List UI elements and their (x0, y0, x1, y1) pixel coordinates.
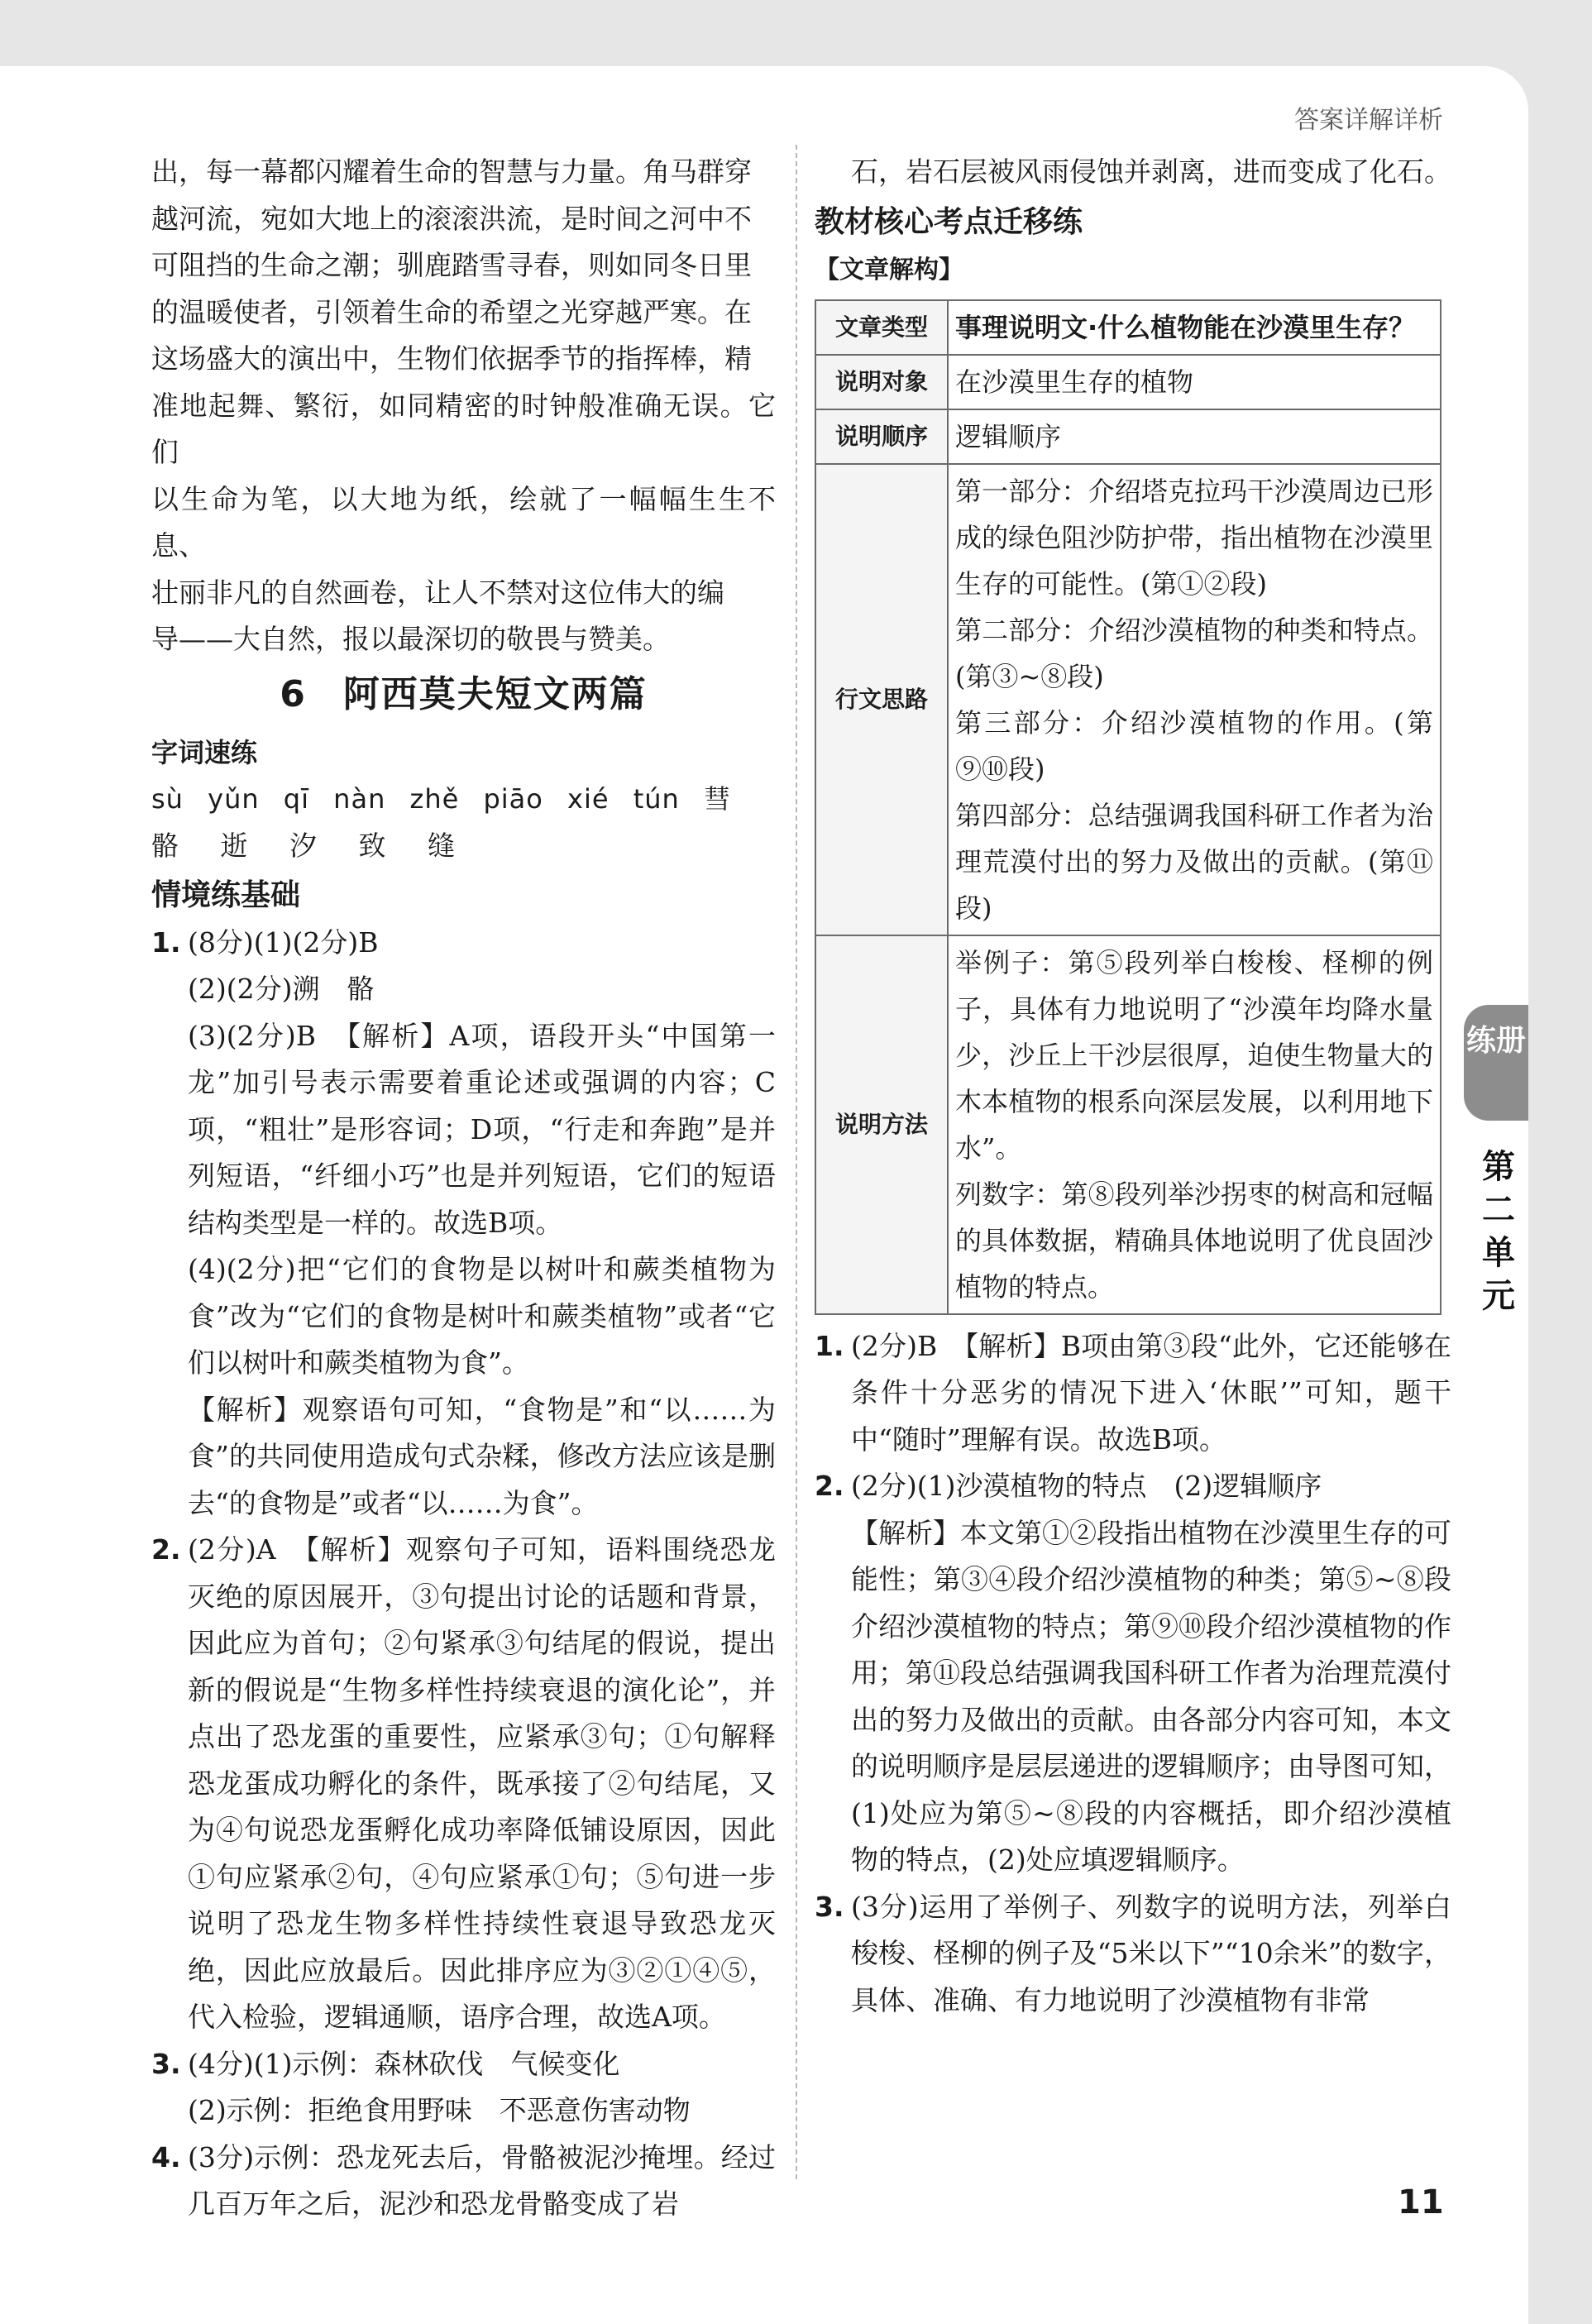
value-line: 第三部分：介绍沙漠植物的作用。(第⑨⑩段) (955, 706, 1433, 785)
answer-line: (2分)A 【解析】观察句子可知，语料围绕恐龙灭绝的原因展开，③句提出讨论的话题和背景，因此应为首句；②句紧承③句结尾的假说，提出新的假说是“生物多样性持续衰退的演化论”，并点出了恐龙蛋的重要性，应紧承③句；①句解释恐龙蛋成功孵化的条件，既承接了②句结尾，又为④句说恐龙蛋孵化成功率降低铺设原因，因此①句应紧承②句，④句应紧承①句；⑤句进一步说明了恐龙生物多样性持续性衰退导致恐龙灭绝，因此应放最后。因此排序应为③②①④⑤，代入检验，逻辑通顺，语序合理，故选A项。 (188, 1533, 776, 2033)
value-line: 第四部分：总结强调我国科研工作者为治理荒漠付出的努力及做出的贡献。(第⑪段) (955, 799, 1433, 924)
answer-line: (2分)B 【解析】B项由第③段“此外，它还能够在条件十分恶劣的情况下进入‘休眠’”可知，题干中“随时”理解有误。故选B项。 (851, 1329, 1451, 1456)
intro-line: 准地起舞、繁衍，如同精密的时钟般准确无误。它们 (151, 389, 776, 468)
lesson-name: 阿西莫夫短文两篇 (342, 672, 648, 715)
question-number: 2. (815, 1470, 844, 1502)
intro-line: 壮丽非凡的自然画卷，让人不禁对这位伟大的编 (151, 576, 724, 609)
intro-line: 出，每一幕都闪耀着生命的智慧与力量。角马群穿 (151, 155, 752, 188)
character-answers: 骼 逝 汐 致 缝 (151, 829, 471, 862)
table-row (815, 300, 1441, 355)
lesson-title (151, 663, 776, 726)
question-number: 4. (151, 2140, 181, 2173)
intro-line: 可阻挡的生命之潮；驯鹿踏雪寻春，则如同冬日里 (151, 249, 752, 281)
value-line: 列数字：第⑧段列举沙拐枣的树高和冠幅的具体数据，精确具体地说明了优良固沙植物的特点。 (955, 1178, 1433, 1303)
analysis-line: 【解析】本文第①②段指出植物在沙漠里生存的可能性；第③④段介绍沙漠植物的种类；第⑤~⑧段介绍沙漠植物的特点；第⑨⑩段介绍沙漠植物的作用；第⑪段总结强调我国科研工作者为治理荒漠付出的努力及做出的贡献。由各部分内容可知，本文的说明顺序是层层递进的逻辑顺序；由导图可知，(1)处应为第⑤~⑧段的内容概括，即介绍沙漠植物的特点，(2)处应填逻辑顺序。 (851, 1516, 1451, 1876)
pinyin-answers: sù yǔn qī nàn zhě piāo xié tún 彗 (151, 783, 731, 815)
row-label: 行文思路 (815, 464, 948, 935)
answer-line: (4)(2分)把“它们的食物是以树叶和蕨类植物为食”改为“它们的食物是树叶和蕨类植物”或者“它们以树叶和蕨类植物为食”。 (188, 1253, 776, 1379)
intro-line: 的温暖使者，引领着生命的希望之光穿越严寒。在 (151, 295, 752, 328)
lesson-number: 6 (280, 672, 307, 715)
answer-line: (3分)运用了举例子、列数字的说明方法，列举白梭梭、柽柳的例子及“5米以下”“10余米”的数字，具体、准确、有力地说明了沙漠植物有非常 (851, 1890, 1451, 2016)
table-row (815, 464, 1441, 935)
unit-label: 第二单元 (1482, 1148, 1515, 1315)
value-line: 第一部分：介绍塔克拉玛干沙漠周边已形成的绿色阻沙防护带，指出植物在沙漠里生存的可能性。(第①②段) (955, 475, 1433, 600)
left-column (151, 149, 776, 2228)
column-divider (796, 145, 797, 2179)
vocab-title: 字词速练 (151, 736, 258, 768)
row-value: 事理说明文·什么植物能在沙漠里生存？ (948, 300, 1441, 355)
running-header: 答案详解详析 (1294, 106, 1443, 135)
side-tab-practice: 练册 (1464, 1005, 1528, 1121)
question-number: 2. (151, 1533, 181, 1566)
intro-line: 导——大自然，报以最深切的敬畏与赞美。 (151, 623, 670, 655)
question-2 (151, 1527, 776, 2041)
answer-line: (4分)(1)示例：森林砍伐 气候变化 (188, 2047, 620, 2080)
answer-line: (2)(2分)溯 骼 (188, 973, 375, 1005)
question-1 (815, 1323, 1451, 1464)
practice-title: 情境练基础 (151, 878, 301, 912)
answer-line: (2分)(1)沙漠植物的特点 (2)逻辑顺序 (851, 1470, 1322, 1502)
row-value: 逻辑顺序 (948, 409, 1441, 464)
question-number: 1. (151, 925, 181, 959)
question-number: 3. (815, 1890, 844, 1923)
row-value (948, 935, 1441, 1314)
table-row (815, 355, 1441, 409)
row-value: 在沙漠里生存的植物 (948, 355, 1441, 409)
question-1 (151, 920, 776, 1528)
row-label: 说明顺序 (815, 409, 948, 464)
table-row (815, 935, 1441, 1314)
value-line: 举例子：第⑤段列举白梭梭、柽柳的例子，具体有力地说明了“沙漠年均降水量少，沙丘上干沙层很厚，迫使生物量大的木本植物的根系向深层发展，以利用地下水”。 (955, 946, 1433, 1164)
section-title: 教材核心考点迁移练 (815, 204, 1083, 239)
row-label: 说明对象 (815, 355, 948, 409)
question-2 (815, 1463, 1451, 1884)
answer-line: (3分)示例：恐龙死去后，骨骼被泥沙掩埋。经过几百万年之后，泥沙和恐龙骨骼变成了岩 (188, 2140, 776, 2220)
row-label: 文章类型 (815, 300, 948, 355)
row-value (948, 464, 1441, 935)
intro-line: 这场盛大的演出中，生物们依据季节的指挥棒，精 (151, 342, 752, 375)
table-row (815, 409, 1441, 464)
answer-line: (3)(2分)B 【解析】A项，语段开头“中国第一龙”加引号表示需要着重论述或强调的内容；C项，“粗壮”是形容词；D项，“行走和奔跑”是并列短语，“纤细小巧”也是并列短语，它们的短语结构类型是一样的。故选B项。 (188, 1019, 776, 1239)
row-label: 说明方法 (815, 935, 948, 1314)
question-3 (815, 1884, 1451, 2025)
intro-line: 越河流，宛如大地上的滚滚洪流，是时间之河中不 (151, 202, 752, 235)
answer-line: (2)示例：拒绝食用野味 不恶意伤害动物 (188, 2094, 691, 2126)
question-3 (151, 2041, 776, 2135)
answer-line: (8分)(1)(2分)B (188, 925, 379, 959)
page-number: 11 (1398, 2183, 1444, 2221)
intro-line: 以生命为笔，以大地为纸，绘就了一幅幅生生不息、 (151, 482, 776, 562)
right-column (815, 149, 1451, 2024)
value-line: 第二部分：介绍沙漠植物的种类和特点。(第③~⑧段) (955, 614, 1433, 692)
continuation-line: 石，岩石层被风雨侵蚀并剥离，进而变成了化石。 (851, 155, 1451, 188)
structure-label: 【文章解构】 (815, 256, 963, 285)
question-number: 1. (815, 1329, 844, 1362)
article-structure-table (815, 299, 1441, 1315)
question-number: 3. (151, 2047, 181, 2080)
question-4 (151, 2135, 776, 2228)
analysis-line: 【解析】观察语句可知，“食物是”和“以……为食”的共同使用造成句式杂糅，修改方法应该是删去“的食物是”或者“以……为食”。 (188, 1393, 776, 1519)
